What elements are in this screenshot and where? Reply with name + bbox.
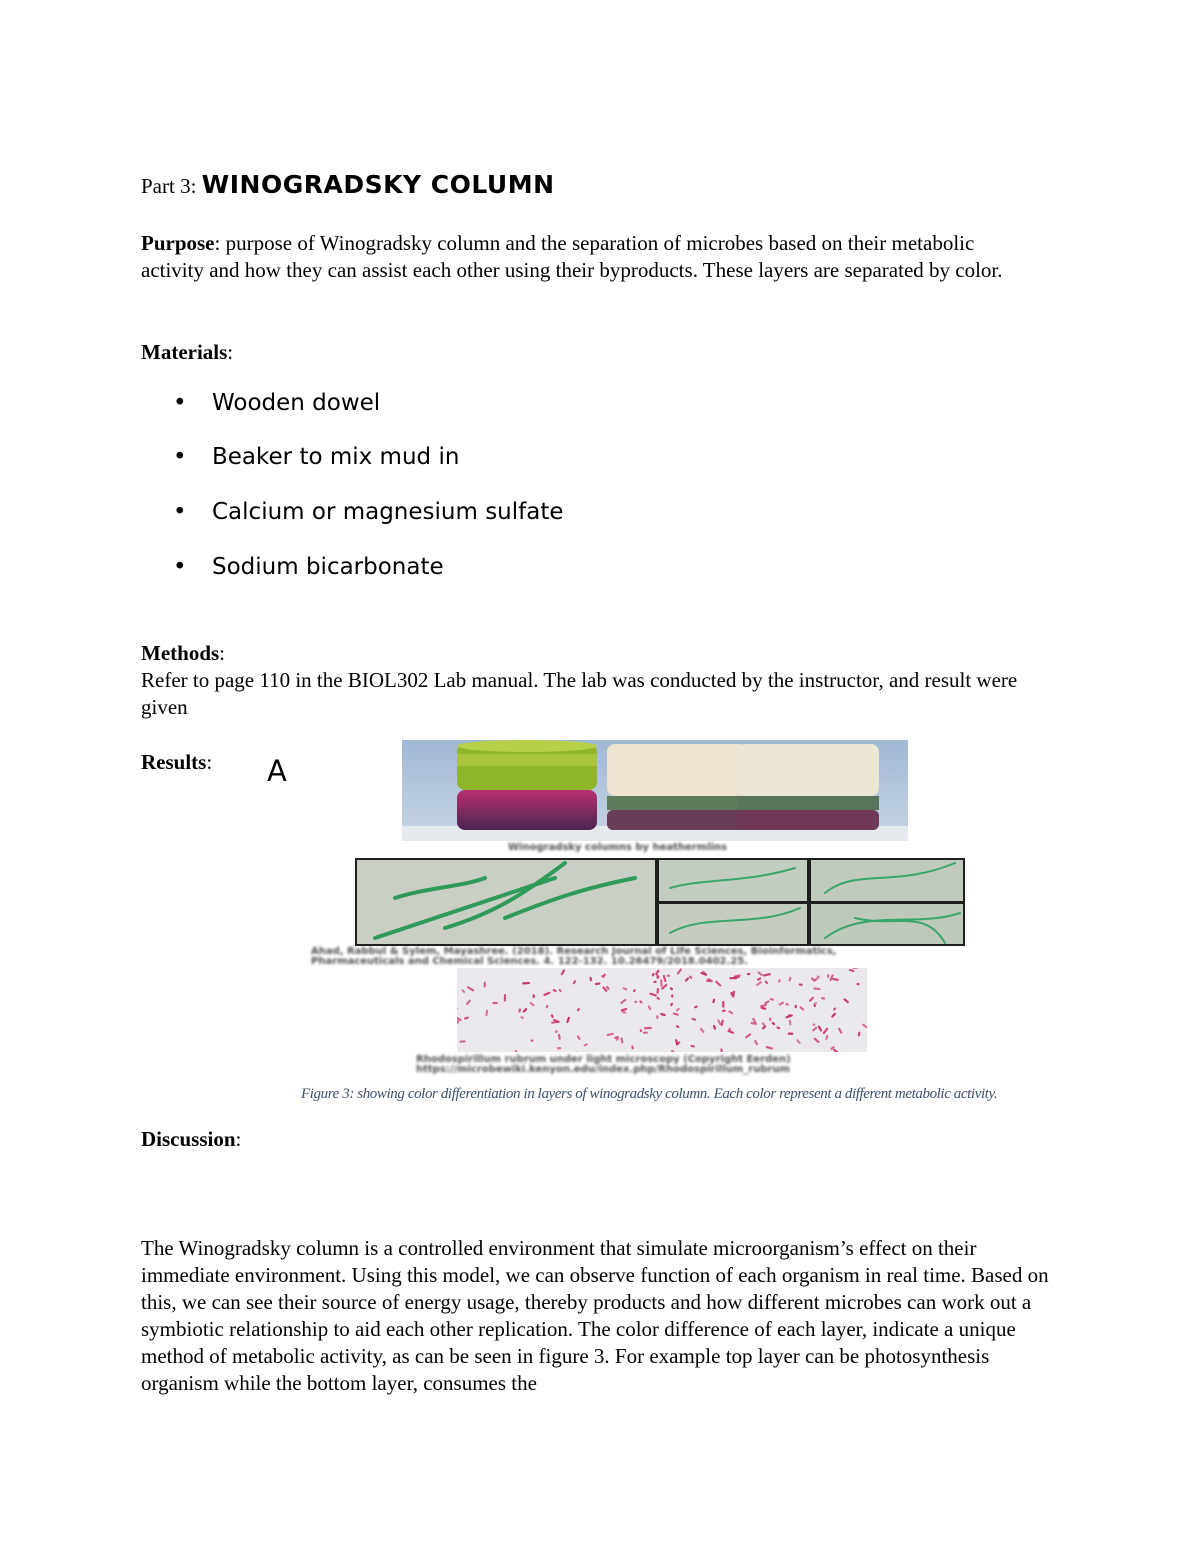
bacterium-mark [644, 1027, 652, 1030]
bacterium-mark [606, 1033, 614, 1037]
bacterium-mark [728, 1010, 734, 1015]
bacterium-mark [647, 1005, 651, 1010]
bacterium-mark [631, 1045, 634, 1049]
discussion-heading [141, 1126, 241, 1153]
bacterium-mark [545, 1005, 549, 1009]
bacterium-mark [595, 982, 601, 985]
purpose-text: : purpose of Winogradsky column and the separation of microbes based on their metabolic activity and how they can assist each other using their byproducts. These layers are separated by color. [141, 231, 1003, 282]
bacterium-mark [643, 1032, 648, 1034]
list-item-text: Sodium bicarbonate [212, 554, 444, 580]
bacterium-mark [522, 1008, 527, 1013]
bacterium-mark [771, 1021, 775, 1025]
bacterium-mark [576, 1035, 581, 1040]
photo2-credit-line2: Pharmaceuticals and Chemical Sciences. 4. 122-132. 10.26479/2018.0402.25. [311, 956, 749, 967]
bacterium-mark [666, 974, 670, 977]
bacterium-mark [520, 1016, 524, 1019]
bacterium-mark [763, 973, 771, 977]
bacterium-mark [722, 1001, 724, 1008]
bacterium-mark [747, 973, 751, 976]
bacterium-mark [676, 1025, 680, 1029]
bacterium-mark [660, 979, 663, 987]
list-item [173, 554, 444, 580]
bacterium-mark [808, 996, 814, 1002]
bacterium-mark [796, 1039, 801, 1045]
bacterium-mark [572, 980, 576, 985]
bacterium-mark [745, 1033, 752, 1039]
bacterium-mark [858, 1032, 861, 1037]
bacterium-mark [485, 1010, 488, 1017]
bacterium-mark [575, 1051, 578, 1052]
stained-bacteria-photo [457, 968, 867, 1052]
bacterium-mark [764, 980, 768, 985]
bacterium-mark [560, 969, 565, 976]
micrograph-panels [355, 858, 965, 946]
bacterium-mark [589, 977, 592, 982]
part-label: Part 3: [141, 174, 197, 198]
bacterium-mark [633, 989, 637, 993]
bacterium-mark [821, 997, 825, 1000]
bullet-icon: • [173, 444, 187, 470]
bacterium-mark [720, 1048, 723, 1052]
bacterium-mark [676, 968, 682, 975]
bacterium-mark [640, 1029, 643, 1032]
bacterium-mark [720, 1019, 724, 1026]
bacterium-mark [715, 980, 722, 987]
bacterium-mark [756, 981, 763, 987]
purpose-label: Purpose [141, 231, 215, 255]
bacterium-mark [532, 994, 534, 998]
bacterium-mark [769, 1017, 772, 1021]
bacterium-mark [543, 991, 551, 996]
discussion-text: The Winogradsky column is a controlled environment that simulate microorganism’s effect on their immediate environment. Using this model, we can observe function of each organism in real time. Based on this, we can see their source of energy usage, thereby products and how different microbes can work out a symbiotic relationship to aid each other replication. The color difference of each layer, indicate a unique method of metabolic activity, as can be seen in figure 3. For example top layer can be photosynthesis organism while the bottom layer, consumes the [141, 1236, 1049, 1395]
bacterium-mark [694, 1005, 698, 1008]
results-heading [141, 749, 212, 776]
bacterium-mark [856, 983, 859, 985]
winogradsky-columns-photo [402, 740, 908, 841]
bacterium-mark [656, 988, 659, 994]
bacterium-mark [766, 1046, 774, 1050]
list-item-text: Beaker to mix mud in [212, 444, 460, 470]
bacterium-mark [653, 981, 657, 984]
photo1-credit: Winogradsky columns by heathermlins [508, 842, 728, 853]
bacterium-mark [558, 988, 562, 992]
methods-colon: : [219, 641, 226, 665]
bacterium-mark [843, 998, 849, 1004]
bacterium-mark [760, 1006, 766, 1010]
photo3-credit-line1: Rhodospirillum rubrum under light microscopy (Copyright Eerden) [416, 1054, 791, 1065]
bacterium-mark [662, 975, 666, 983]
bacterium-mark [671, 994, 673, 997]
materials-heading [141, 339, 233, 366]
bacterium-mark [530, 1039, 534, 1042]
list-item [173, 390, 380, 416]
methods-heading [141, 640, 225, 667]
bacterium-mark [557, 1047, 562, 1049]
bacterium-mark [848, 969, 854, 973]
results-label: Results [141, 750, 207, 774]
bacterium-mark [852, 968, 858, 969]
bacterium-mark [583, 1043, 588, 1047]
bacterium-mark [729, 977, 737, 979]
bacterium-mark [484, 982, 486, 988]
list-item-text: Wooden dowel [212, 390, 381, 416]
bacterium-mark [504, 994, 506, 1002]
bacterium-mark [634, 1001, 637, 1004]
bacterium-mark [518, 1008, 521, 1013]
bacterium-mark [817, 1025, 822, 1032]
columns-photo-graphic [402, 740, 908, 841]
bacterium-mark [827, 974, 829, 978]
bacterium-mark [813, 987, 820, 990]
bacterium-mark [522, 982, 530, 985]
bacterium-mark [492, 1002, 497, 1004]
bacterium-mark [656, 1015, 659, 1019]
bacterium-mark [621, 1011, 626, 1014]
results-colon: : [206, 750, 213, 774]
page-title [141, 170, 555, 199]
bacterium-mark [689, 975, 693, 979]
bacterium-mark [833, 1048, 840, 1052]
bacterium-mark [832, 978, 839, 981]
bacterium-mark [722, 1009, 726, 1012]
bacterium-mark [649, 993, 657, 997]
discussion-colon: : [235, 1127, 242, 1151]
photo3-credit-line2: https://microbewiki.kenyon.edu/index.php/Rhodospirillum_rubrum [416, 1064, 790, 1075]
bacterium-mark [776, 1026, 780, 1029]
methods-label: Methods [141, 641, 220, 665]
bacterium-mark [465, 999, 471, 1005]
bacterium-mark [558, 1034, 561, 1040]
bullet-icon: • [173, 390, 187, 416]
bacterium-mark [675, 1007, 680, 1012]
bullet-icon: • [173, 554, 187, 580]
bacterium-mark [717, 1019, 722, 1026]
bacterium-mark [764, 1000, 770, 1005]
bacterium-mark [457, 1020, 459, 1024]
discussion-label: Discussion [141, 1127, 236, 1151]
bacterium-mark [794, 1005, 797, 1009]
micrograph-graphic [355, 858, 965, 946]
bacterium-mark [822, 1027, 828, 1034]
bacterium-mark [515, 1050, 519, 1052]
bacterium-mark [464, 1016, 469, 1020]
bacterium-mark [788, 977, 792, 982]
section-name: WINOGRADSKY COLUMN [201, 170, 555, 199]
methods-text: Refer to page 110 in the BIOL302 Lab manual. The lab was conducted by the instructor, and result were given [141, 668, 1018, 719]
bacterium-mark [833, 1007, 837, 1011]
bacterium-mark [706, 980, 713, 983]
bacterium-mark [825, 1035, 829, 1041]
bacterium-mark [831, 1012, 837, 1018]
bacterium-mark [788, 1033, 794, 1035]
figure-caption: Figure 3: showing color differentiation in layers of winogradsky column. Each color represent a different metabolic activity. [301, 1086, 998, 1102]
bacterium-mark [673, 1012, 679, 1016]
bacterium-mark [457, 1007, 458, 1013]
panel-letter: A [267, 754, 287, 788]
bacterium-mark [789, 1020, 792, 1026]
bacterium-mark [690, 1045, 695, 1048]
bacterium-mark [757, 971, 763, 977]
list-item [173, 499, 564, 525]
bacterium-mark [459, 1040, 465, 1043]
bacterium-mark [671, 1050, 675, 1052]
bacterium-mark [778, 979, 781, 983]
bacterium-mark [577, 1008, 581, 1012]
bacterium-mark [529, 1001, 535, 1007]
bacterium-mark [785, 1003, 789, 1006]
bacteria-graphic [457, 968, 867, 1052]
bacterium-mark [838, 1027, 843, 1034]
bacterium-mark [691, 1018, 696, 1021]
bacterium-mark [799, 983, 803, 986]
bacterium-mark [862, 1023, 867, 1029]
bacterium-mark [639, 1000, 643, 1004]
bacterium-mark [620, 1037, 623, 1043]
bacterium-mark [550, 1014, 554, 1018]
bacterium-mark [554, 1030, 558, 1034]
bacterium-mark [757, 977, 762, 981]
photo2-credit-line1: Ahad, Rabbul & Sylem, Mayashree. (2018). Research Journal of Life Sciences, Bioinformatics, [311, 946, 837, 957]
bacterium-mark [812, 1023, 816, 1026]
bacterium-mark [713, 1025, 717, 1030]
bacterium-mark [467, 986, 475, 992]
bullet-icon: • [173, 499, 187, 525]
bacterium-mark [461, 989, 466, 994]
materials-label: Materials [141, 340, 228, 364]
bacterium-mark [660, 1013, 666, 1017]
bacterium-mark [769, 998, 774, 1002]
bacterium-mark [670, 1002, 674, 1006]
bacterium-mark [656, 997, 660, 1001]
bacterium-mark [799, 1006, 804, 1011]
bacterium-mark [566, 1016, 570, 1023]
bacterium-mark [684, 977, 689, 982]
bacterium-mark [812, 1026, 818, 1032]
list-item-text: Calcium or magnesium sulfate [212, 499, 564, 525]
bacterium-mark [699, 1028, 705, 1034]
bacterium-mark [829, 974, 834, 981]
purpose-paragraph [141, 230, 1041, 284]
bacterium-mark [622, 987, 627, 991]
bacterium-mark [813, 1037, 820, 1043]
materials-colon: : [227, 340, 234, 364]
bacterium-mark [552, 989, 557, 993]
list-item [173, 444, 459, 470]
bacterium-mark [778, 1001, 784, 1006]
bacterium-mark [621, 1008, 628, 1012]
bacterium-mark [620, 998, 627, 1004]
bacterium-mark [669, 987, 673, 991]
bacterium-mark [712, 998, 715, 1003]
bacterium-mark [651, 973, 655, 977]
bacterium-mark [754, 1040, 759, 1046]
